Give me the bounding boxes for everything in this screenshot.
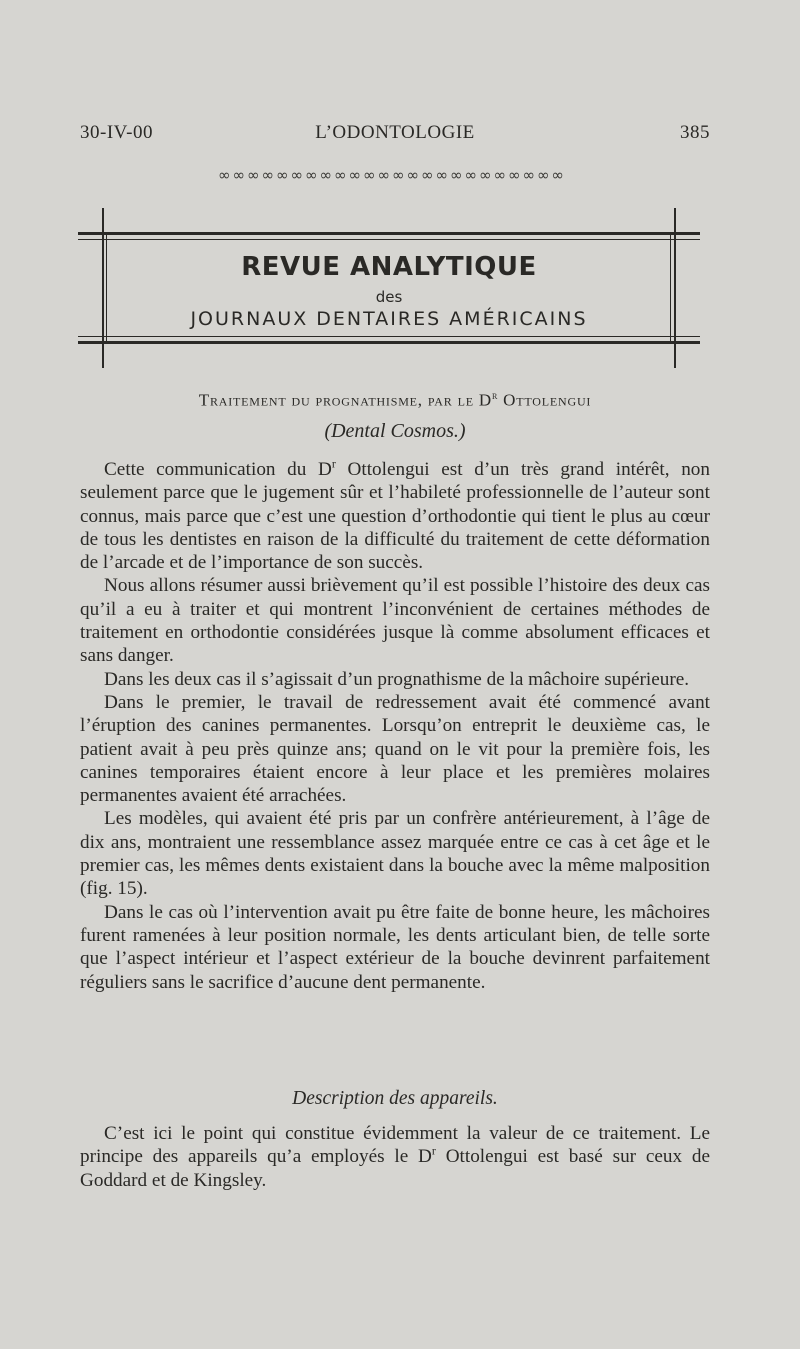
page-number: 385 <box>680 122 710 143</box>
section-connector: des <box>375 288 403 306</box>
paragraph: Dans le cas où l’intervention avait pu être faite de bonne heure, les mâchoires furent ramenées à leur position normale, les dents articulant bien, de telle sorte que l’aspect intérieur et l’aspect extérieur de la bouche devinrent parfaitement réguliers sans le sacrifice d’aucune dent permanente. <box>80 901 710 993</box>
running-head <box>80 122 710 152</box>
paragraph: C’est ici le point qui constitue évidemment la valeur de ce traitement. Le principe des appareils qu’a employés le $D^r$ Ottolengui est basé sur ceux de Goddard et de Kingsley. <box>80 1123 711 1191</box>
section-title: REVUE ANALYTIQUE <box>241 252 537 282</box>
subheading: Description des appareils. <box>292 1088 498 1109</box>
section-subtitle: JOURNAUX DENTAIRES AMÉRICAINS <box>190 308 588 330</box>
article-source: (Dental Cosmos.) <box>324 420 466 442</box>
article-title: Traitement du prognathisme, par le $D^r$ Ottolengui <box>198 390 592 410</box>
issue-date: 30-IV-00 <box>80 122 153 143</box>
paragraph: Dans les deux cas il s’agissait d’un prognathisme de la mâchoire supérieure. <box>104 668 690 690</box>
paragraph: Nous allons résumer aussi brièvement qu’il est possible l’histoire des deux cas qu’il a eu à traiter et qui montrent l’inconvénient de certaines méthodes de traitement en orthodontie considérées jusque là comme absolument efficaces et sans danger. <box>80 575 710 667</box>
journal-title: L’ODONTOLOGIE <box>315 122 475 143</box>
section-header-frame <box>78 208 700 368</box>
ornamental-border: ∞∞∞∞∞∞∞∞∞∞∞∞∞∞∞∞∞∞∞∞∞∞∞∞ <box>218 166 566 184</box>
paragraph: Cette communication du $D^r$ Ottolengui est d’un très grand intérêt, non seulement parce que le jugement sûr et l’habileté professionnelle de l’auteur sont connus, mais parce que c’est une question d’orthodontie qui tient le plus au cœur de tous les dentistes en raison de la difficulté du traitement de cette déformation de l’arcade et de l’importance de son succès. <box>80 456 710 574</box>
paragraph: Les modèles, qui avaient été pris par un confrère antérieurement, à l’âge de dix ans, montraient une ressemblance assez marquée entre ce cas à cet âge et le premier cas, les mêmes dents existaient dans la bouche avec la même malposition (fig. 15). <box>80 808 710 900</box>
article-body <box>80 458 710 994</box>
article-body-continued <box>80 1122 710 1192</box>
paragraph: Dans le premier, le travail de redressement avait été commencé avant l’éruption des canines permanentes. Lorsqu’on entreprit le deuxième cas, le patient avait à peu près quinze ans; quand on le vit pour la première fois, les canines temporaires étaient encore à leur place et les premières molaires permanentes avaient été arrachées. <box>80 691 710 807</box>
